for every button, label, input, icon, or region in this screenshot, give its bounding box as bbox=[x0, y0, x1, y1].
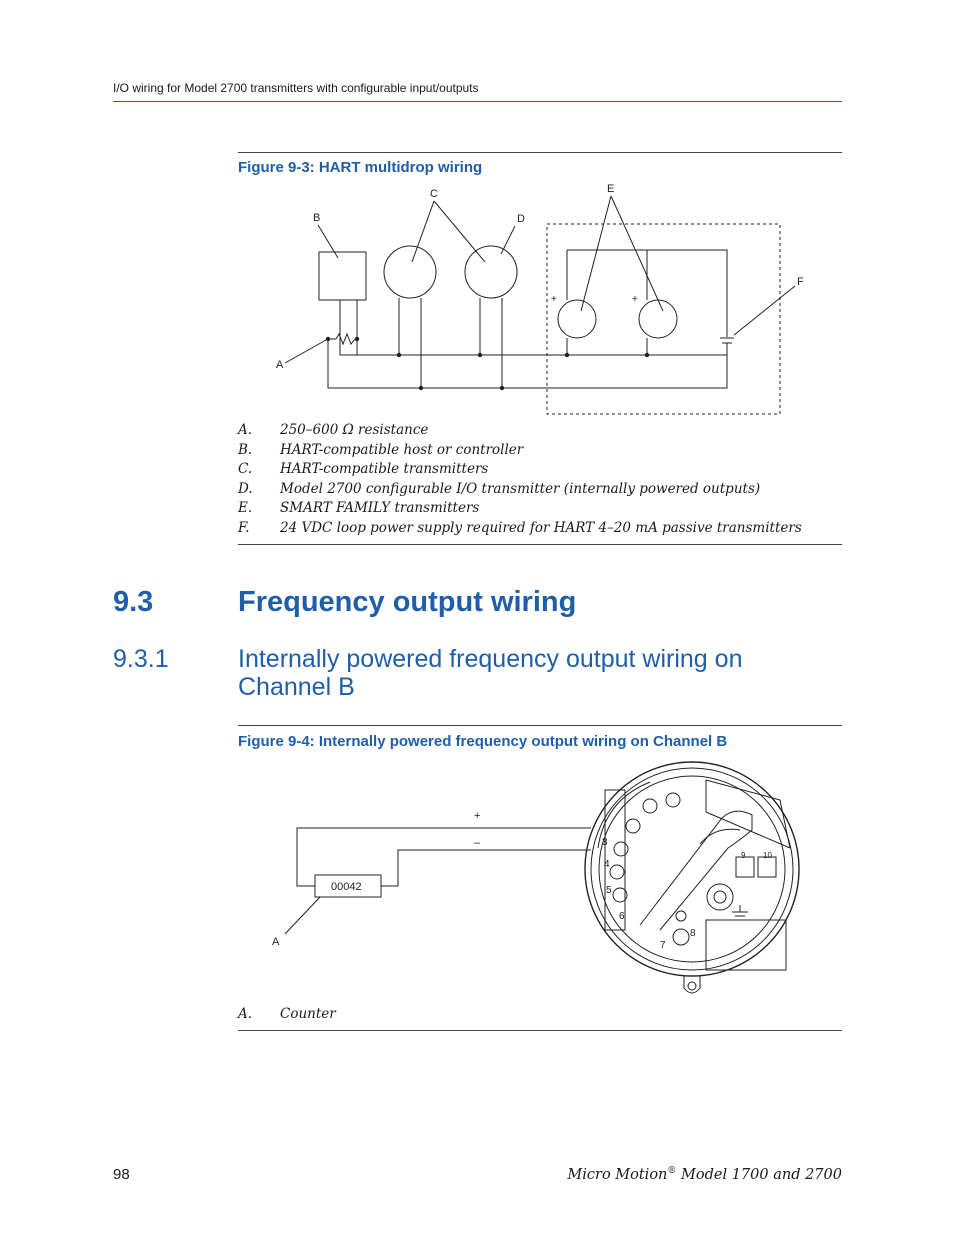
terminal-label-5: 5 bbox=[606, 885, 612, 896]
terminal-label-7: 7 bbox=[660, 940, 666, 951]
host-controller-box bbox=[319, 252, 366, 300]
frequency-output-diagram bbox=[238, 755, 842, 1005]
hart-transmitter-1 bbox=[384, 246, 436, 298]
subsection-title: Internally powered frequency output wiring on Channel B bbox=[238, 645, 743, 701]
hart-multidrop-diagram bbox=[238, 178, 842, 423]
counter-display: 00042 bbox=[331, 881, 362, 893]
page-number: 98 bbox=[113, 1166, 130, 1183]
callout-a: A bbox=[272, 936, 280, 948]
terminal-label-6: 6 bbox=[619, 911, 625, 922]
transmitter-housing bbox=[585, 762, 799, 976]
hart-transmitter-2 bbox=[465, 246, 517, 298]
figure-9-4-legend: A. Counter bbox=[238, 1006, 336, 1022]
terminal-label-8: 8 bbox=[690, 928, 696, 939]
plus-sign: + bbox=[474, 810, 481, 822]
resistor bbox=[336, 334, 355, 344]
figure-top-rule bbox=[238, 725, 842, 726]
plus-sign-2: + bbox=[632, 294, 638, 305]
figure-9-3-legend: A. 250–600 Ω resistance B. HART-compatible host or controller C. HART-compatible transmitters D. Model 2700 configurable I/O transmitter (internally powered outputs) E. SMART FAMILY transmitters F. 24 VDC loop power supply required for HART 4–20 mA passive transmitters bbox=[238, 422, 802, 536]
wire-plus bbox=[297, 828, 591, 886]
section-number: 9.3 bbox=[113, 586, 154, 618]
footer-product: Micro Motion® Model 1700 and 2700 bbox=[567, 1166, 842, 1183]
smart-transmitter-1 bbox=[558, 300, 596, 338]
figure-9-4-title: Figure 9-4: Internally powered frequency output wiring on Channel B bbox=[238, 733, 728, 750]
bus-wire-top bbox=[340, 300, 727, 355]
smart-transmitter-2 bbox=[639, 300, 677, 338]
callout-e: E bbox=[607, 183, 615, 195]
figure-top-rule bbox=[238, 152, 842, 153]
callout-d: D bbox=[517, 213, 525, 225]
bus-wire-bottom bbox=[328, 339, 727, 388]
figure-bottom-rule bbox=[238, 544, 842, 545]
callout-b: B bbox=[313, 212, 321, 224]
model-2700-dashed-box bbox=[547, 224, 780, 414]
wire-minus bbox=[381, 850, 591, 886]
terminal-label-10: 10 bbox=[763, 851, 772, 860]
plus-sign-1: + bbox=[551, 294, 557, 305]
callout-c: C bbox=[430, 188, 438, 200]
callout-a: A bbox=[276, 359, 284, 371]
terminal-label-3: 3 bbox=[602, 837, 608, 848]
minus-sign: – bbox=[474, 837, 481, 849]
running-header: I/O wiring for Model 2700 transmitters with configurable input/outputs bbox=[113, 81, 479, 95]
header-rule bbox=[113, 101, 842, 102]
subsection-number: 9.3.1 bbox=[113, 645, 169, 673]
section-title: Frequency output wiring bbox=[238, 586, 577, 618]
callout-f: F bbox=[797, 276, 804, 288]
terminal-label-9: 9 bbox=[741, 851, 746, 860]
figure-bottom-rule bbox=[238, 1030, 842, 1031]
figure-9-3-title: Figure 9-3: HART multidrop wiring bbox=[238, 159, 483, 176]
terminal-label-4: 4 bbox=[604, 859, 610, 870]
